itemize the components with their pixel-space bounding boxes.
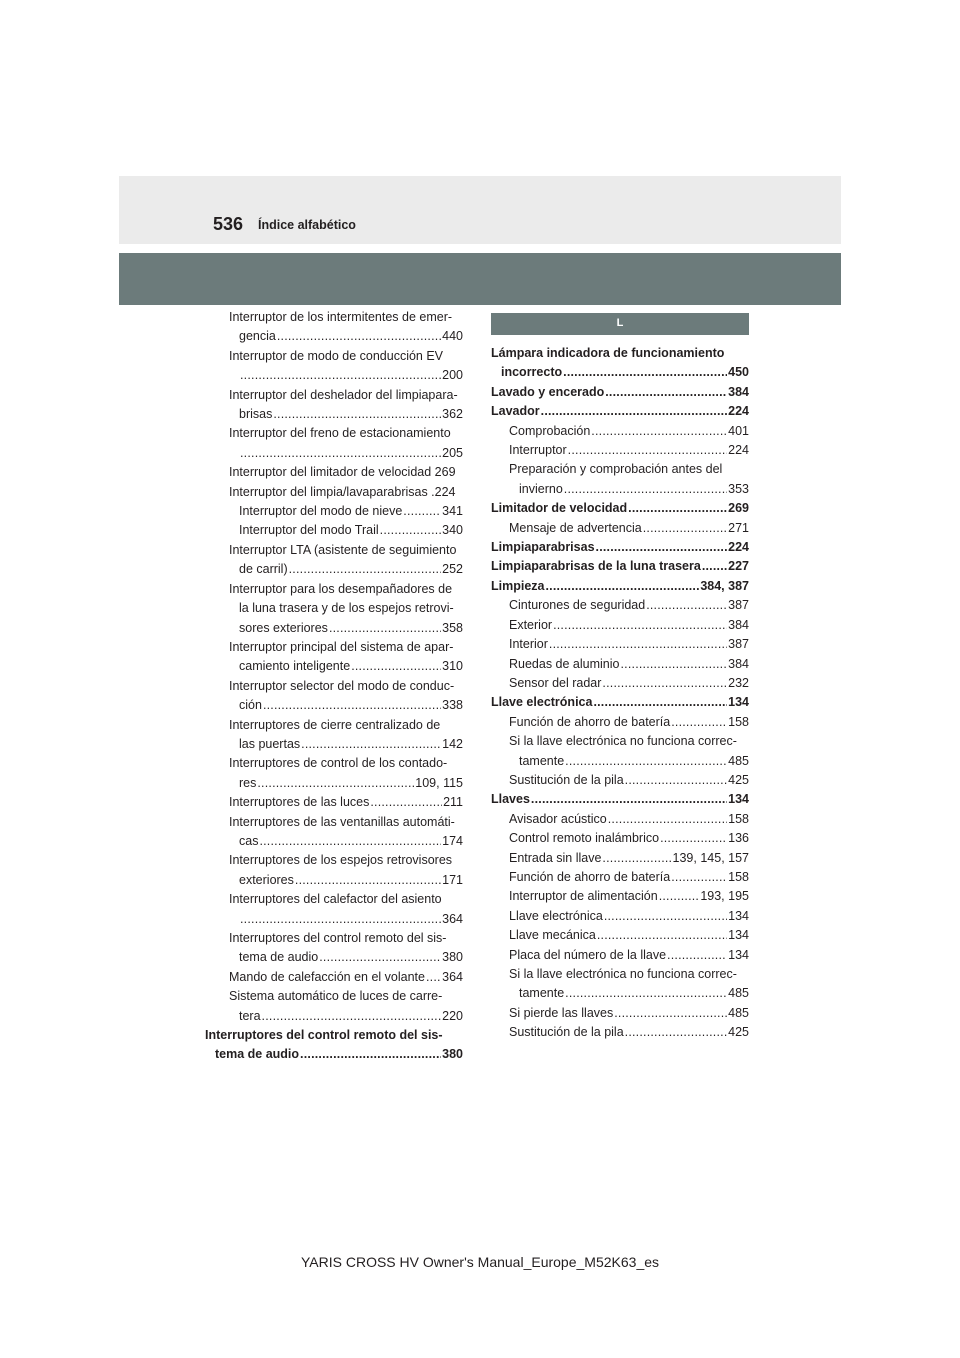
entry-page-ref: 340 [442,523,463,538]
dot-leader [628,499,727,518]
index-entry: Interruptor principal del sistema de apar- [229,639,454,654]
index-entry [491,790,749,809]
index-entry: Interruptores del control remoto del sis- [229,931,447,945]
entry-page-ref: 384 [728,656,749,671]
index-entry [205,560,463,579]
entry-term: Sustitución de la pila [509,772,624,787]
entry-term: tema de audio [239,950,319,965]
entry-page-ref: 158 [728,714,749,729]
dot-leader [568,441,727,460]
dot-leader [591,422,727,441]
dot-leader [605,383,727,402]
index-entry: Interruptor selector del modo de conduc- [229,678,455,693]
index-column-left [205,308,463,1065]
index-entry [205,657,463,676]
index-entry [491,946,749,965]
entry-term: Cinturones de seguridad [509,598,646,613]
index-entry: Interruptores de cierre centralizado de [229,717,441,732]
entry-term: Control remoto inalámbrico [509,831,660,846]
entry-term: Función de ahorro de batería [509,869,671,884]
index-main-entry: Lámpara indicadora de funcionamiento [491,346,725,360]
index-entry [205,948,463,967]
entry-term: Llave mecánica [509,928,596,943]
index-entry [491,557,749,576]
entry-term: incorrecto [501,365,563,380]
index-entry [491,616,749,635]
dot-leader [659,887,700,906]
entry-page-ref: 142 [442,736,463,751]
index-main-entry: Interruptores del control remoto del sis- [205,1028,443,1043]
index-entry [491,635,749,654]
entry-term: las puertas [239,736,301,751]
index-entry [491,907,749,926]
index-entry: Interruptor de modo de conducción EV [229,348,444,363]
dot-leader [541,402,728,421]
entry-term: Llaves [491,792,530,807]
entry-page-ref: 139, 145, 157 [672,850,749,865]
index-entry [205,521,463,540]
dot-leader [257,774,414,793]
entry-page-ref: 387 [728,637,749,652]
entry-page-ref: 384 [728,617,749,632]
entry-page-ref: 136 [728,831,749,846]
header-dark-band [119,253,841,305]
dot-leader [301,735,441,754]
index-entry [205,405,463,424]
index-entry [491,829,749,848]
entry-term: Avisador acústico [509,811,607,826]
index-entry [205,366,463,385]
entry-page-ref: 362 [442,407,463,422]
entry-term: tema de audio [215,1047,300,1062]
dot-leader [277,327,441,346]
index-entry [205,1007,463,1026]
entry-term: Comprobación [509,423,591,438]
index-entry [205,774,463,793]
index-subentry: Si la llave electrónica no funciona correc- [509,967,737,981]
index-entry [205,871,463,890]
entry-term: Sustitución de la pila [509,1025,624,1040]
entry-page-ref: 220 [442,1008,463,1023]
dot-leader [671,713,727,732]
entry-page-ref: 384 [728,384,749,399]
dot-leader [604,907,727,926]
entry-term: tamente [519,753,565,768]
entry-page-ref: 380 [442,950,463,965]
index-entry [205,696,463,715]
entry-term: Mensaje de advertencia [509,520,642,535]
index-entry: Interruptores de las ventanillas automáti- [229,814,455,829]
entry-term: camiento inteligente [239,659,351,674]
entry-term: Limpiaparabrisas de la luna trasera [491,559,701,574]
entry-page-ref: 269 [728,501,749,516]
entry-term: Limpiaparabrisas [491,540,595,555]
dot-leader [546,577,700,596]
entry-term: Mando de calefacción en el volante [229,969,425,984]
entry-term: Interruptor de alimentación [509,889,658,904]
entry-page-ref: 224 [728,443,749,458]
section-title: Índice alfabético [258,218,356,232]
dot-leader [602,849,671,868]
page-number: 536 [213,214,244,234]
entry-term: Interior [509,637,548,652]
entry-page-ref: 425 [728,1025,749,1040]
entry-page-ref: 485 [728,753,749,768]
dot-leader [426,968,441,987]
index-entry [491,363,749,382]
index-entry-continuation: la luna trasera y de los espejos retrovi- [239,601,454,616]
index-entry [491,984,749,1003]
entry-term: Entrada sin llave [509,850,602,865]
entry-page-ref: 450 [728,365,749,380]
entry-term: gencia [239,329,276,344]
entry-page-ref: 338 [442,698,463,713]
index-entry: Interruptor de los intermitentes de emer- [229,310,453,324]
entry-page-ref: 134 [728,792,749,807]
entry-page-ref: 200 [442,368,463,383]
index-entry: Sistema automático de luces de carre- [229,989,443,1004]
index-entry: Interruptor del freno de estacionamiento [229,426,451,441]
entry-page-ref: 224 [728,540,749,555]
index-entry: Interruptor para los desempañadores de [229,581,453,596]
index-entry [491,499,749,518]
index-subentry: Si la llave electrónica no funciona correc- [509,734,737,749]
entry-page-ref: 134 [728,947,749,962]
dot-leader [549,635,727,654]
entry-page-ref: 193, 195 [700,889,749,904]
letter-heading: L [491,313,749,335]
dot-leader [319,948,441,967]
entry-term: Placa del número de la llave [509,947,667,962]
entry-term: Si pierde las llaves [509,1005,614,1020]
dot-leader [608,810,727,829]
entry-term: Lavador [491,404,540,419]
dot-leader [565,984,727,1003]
entry-term: Limpieza [491,578,545,593]
index-entry [491,402,749,421]
entry-page-ref: 158 [728,811,749,826]
index-entry: Interruptor del deshelador del limpiapara- [229,387,458,402]
index-entry: Interruptores de los espejos retrovisores [229,853,453,868]
dot-leader [625,771,727,790]
dot-leader [614,1004,727,1023]
index-entry [205,735,463,754]
entry-page-ref: 134 [728,908,749,923]
entry-page-ref: 425 [728,772,749,787]
entry-page-ref: 353 [728,481,749,496]
dot-leader [240,366,441,385]
dot-leader [380,521,441,540]
index-entry [205,1045,463,1064]
entry-term: Ruedas de aluminio [509,656,620,671]
entry-page-ref: 384, 387 [700,578,749,593]
index-entry: Interruptor del limitador de velocidad 269 [229,465,456,480]
entry-page-ref: 158 [728,869,749,884]
dot-leader [602,674,727,693]
entry-term: Limitador de velocidad [491,501,628,516]
entry-page-ref: 341 [442,504,463,519]
dot-leader [370,793,442,812]
index-entry [491,519,749,538]
entry-term: brisas [239,407,273,422]
entry-page-ref: 358 [442,620,463,635]
right-entries [491,344,749,1043]
index-entry [491,538,749,557]
entry-page-ref: 252 [442,562,463,577]
entry-term: Interruptor del modo Trail [239,523,379,538]
index-entry [491,655,749,674]
index-entry [491,693,749,712]
index-column-right [491,313,749,1043]
index-entry [491,383,749,402]
entry-term: cas [239,833,259,848]
index-entry [205,910,463,929]
dot-leader [403,502,441,521]
entry-page-ref: 205 [442,445,463,460]
entry-page-ref: 387 [728,598,749,613]
index-entry [491,596,749,615]
dot-leader [240,910,441,929]
footer-manual-id: YARIS CROSS HV Owner's Manual_Europe_M52K63_es [300,1254,660,1270]
entry-page-ref: 224 [728,404,749,419]
dot-leader [660,829,727,848]
index-entry [491,868,749,887]
dot-leader [295,871,441,890]
entry-page-ref: 440 [442,329,463,344]
dot-leader [667,946,727,965]
entry-page-ref: 171 [442,872,463,887]
entry-term: Interruptores de las luces [229,795,370,810]
dot-leader [289,560,442,579]
dot-leader [531,790,727,809]
dot-leader [273,405,441,424]
dot-leader [643,519,727,538]
dot-leader [564,480,727,499]
dot-leader [646,596,727,615]
entry-page-ref: 485 [728,986,749,1001]
dot-leader [702,557,727,576]
entry-term: ción [239,698,262,713]
index-entry [491,926,749,945]
index-entry [205,327,463,346]
entry-page-ref: 232 [728,675,749,690]
index-entry [491,849,749,868]
index-entry [491,810,749,829]
index-subentry: Preparación y comprobación antes del [509,462,723,477]
index-entry [491,480,749,499]
index-entry: Interruptores de control de los contado- [229,756,448,771]
entry-term: tamente [519,986,565,1001]
dot-leader [300,1045,441,1064]
index-entry [491,887,749,906]
entry-page-ref: 109, 115 [415,775,463,790]
dot-leader [625,1023,727,1042]
dot-leader [262,1007,442,1026]
entry-term: exteriores [239,872,294,887]
entry-page-ref: 401 [728,423,749,438]
dot-leader [240,444,441,463]
entry-term: Interruptor del modo de nieve [239,504,403,519]
entry-page-ref: 380 [442,1047,463,1062]
index-entry [491,752,749,771]
entry-term: Interruptor [509,443,567,458]
index-entry [491,441,749,460]
dot-leader [596,538,728,557]
entry-page-ref: 310 [442,659,463,674]
entry-page-ref: 227 [728,559,749,574]
dot-leader [565,752,727,771]
index-entry [205,968,463,987]
entry-page-ref: 271 [728,520,749,535]
dot-leader [593,693,727,712]
entry-page-ref: 211 [443,795,463,810]
dot-leader [621,655,728,674]
entry-page-ref: 174 [442,833,463,848]
entry-term: Exterior [509,617,553,632]
entry-term: Función de ahorro de batería [509,714,671,729]
index-entry [205,793,463,812]
entry-page-ref: 364 [442,969,463,984]
dot-leader [351,657,441,676]
dot-leader [553,616,727,635]
dot-leader [329,619,441,638]
dot-leader [563,363,727,382]
entry-page-ref: 364 [442,911,463,926]
index-entry [205,619,463,638]
index-entry [491,422,749,441]
dot-leader [259,832,441,851]
index-entry [205,502,463,521]
index-entry [491,713,749,732]
entry-page-ref: 485 [728,1005,749,1020]
dot-leader [597,926,727,945]
index-entry [491,674,749,693]
entry-term: sores exteriores [239,620,328,635]
dot-leader [263,696,441,715]
index-entry [491,1004,749,1023]
index-entry: Interruptor LTA (asistente de seguimiento [229,542,457,557]
entry-term: Llave electrónica [509,908,603,923]
index-entry [491,577,749,596]
entry-term: invierno [519,481,563,496]
entry-page-ref: 134 [728,928,749,943]
index-entry [205,832,463,851]
entry-term: de carril) [239,562,288,577]
index-entry: Interruptores del calefactor del asiento [229,892,442,907]
entry-term: res [239,775,257,790]
index-entry [205,444,463,463]
index-entry [491,1023,749,1042]
dot-leader [671,868,727,887]
entry-page-ref: 134 [728,695,749,710]
entry-term: Lavado y encerado [491,384,605,399]
entry-term: tera [239,1008,261,1023]
index-entry [491,771,749,790]
entry-term: Llave electrónica [491,695,593,710]
index-entry: Interruptor del limpia/lavaparabrisas .224 [229,484,456,499]
entry-term: Sensor del radar [509,675,602,690]
